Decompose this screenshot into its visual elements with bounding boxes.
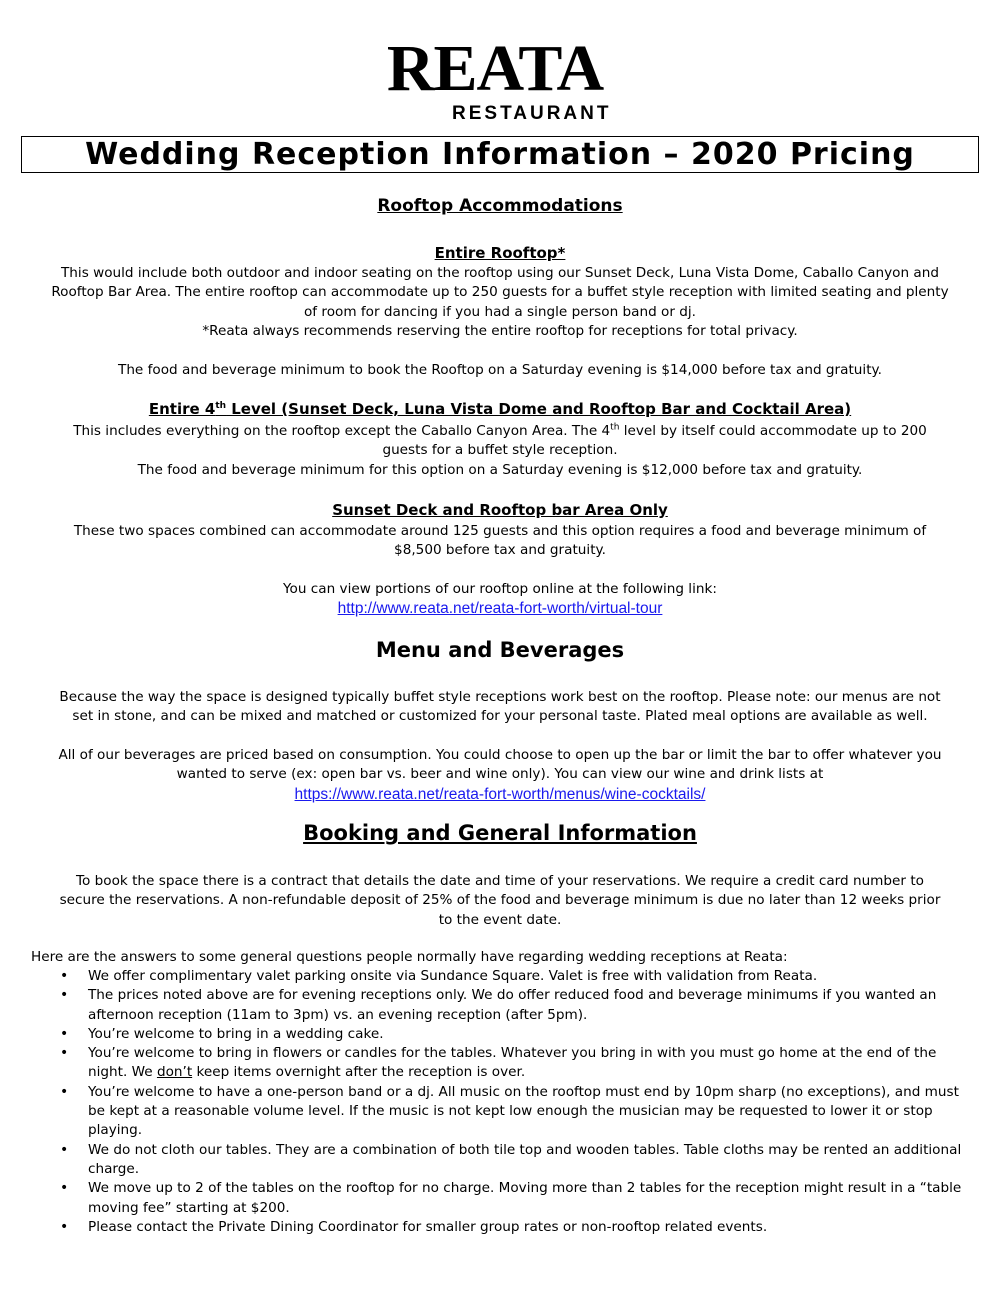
page-title: Wedding Reception Information – 2020 Pricing bbox=[85, 137, 915, 172]
list-item: • We move up to 2 of the tables on the rooftop for no charge. Moving more than 2 tables for the reception might result in a “table moving fee” starting at $200. bbox=[60, 1179, 970, 1218]
list-item: • We do not cloth our tables. They are a combination of both tile top and wooden tables. Table cloths may be rented an additional charge. bbox=[60, 1141, 970, 1180]
booking-paragraph: To book the space there is a contract that details the date and time of your reservations. We require a credit card number to secure the reservations. A non-refundable deposit of 25% of the food and beverage minimum is due no later than 12 weeks prior to the event date. bbox=[59, 873, 941, 928]
entire-rooftop-description: This would include both outdoor and indoor seating on the rooftop using our Sunset Deck, Luna Vista Dome, Caballo Canyon and Rooftop Bar Area. The entire rooftop can accommodate up to 250 guests for a buffet style reception with limited seating and plenty of room for dancing if you had a single person band or dj. *Reata always recommends reserving the entire rooftop for receptions for total privacy. bbox=[51, 265, 949, 339]
booking-section-heading: Booking and General Information bbox=[303, 821, 697, 845]
virtual-tour-link[interactable]: http://www.reata.net/reata-fort-worth/virtual-tour bbox=[337, 600, 663, 617]
level4-heading: Entire 4th Level (Sunset Deck, Luna Vista Dome and Rooftop Bar and Cocktail Area) bbox=[148, 400, 852, 418]
logo-subtitle: RESTAURANT bbox=[452, 103, 612, 124]
list-item: • You’re welcome to bring in a wedding cake. bbox=[60, 1025, 970, 1044]
list-item: • You’re welcome to bring in flowers or candles for the tables. Whatever you bring in with you must go home at the end of the night. We don’t keep items overnight after the reception is over. bbox=[60, 1044, 970, 1083]
reata-logo bbox=[370, 32, 620, 128]
title-box bbox=[21, 136, 979, 173]
virtual-tour-text: You can view portions of our rooftop online at the following link: bbox=[283, 581, 717, 597]
virtual-tour-link-row bbox=[25, 599, 975, 619]
sunset-deck-heading: Sunset Deck and Rooftop bar Area Only bbox=[332, 501, 668, 519]
faq-intro: Here are the answers to some general questions people normally have regarding wedding receptions at Reata: bbox=[31, 949, 788, 965]
list-item: • You’re welcome to have a one-person band or a dj. All music on the rooftop must end by 10pm sharp (no exceptions), and must be kept at a reasonable volume level. If the music is not kept low enough the musician may be requested to lower it or stop playing. bbox=[60, 1083, 970, 1141]
list-item: • The prices noted above are for evening receptions only. We do offer reduced food and beverage minimums if you wanted an afternoon reception (11am to 3pm) vs. an evening reception (after 5pm). bbox=[60, 986, 970, 1025]
faq-list bbox=[60, 967, 970, 1237]
list-item: • We offer complimentary valet parking onsite via Sundance Square. Valet is free with validation from Reata. bbox=[60, 967, 970, 986]
wine-cocktails-link-row bbox=[25, 785, 975, 805]
logo-wordmark: REATA bbox=[386, 32, 604, 105]
sunset-deck-description: These two spaces combined can accommodate around 125 guests and this option requires a food and beverage minimum of $8,500 before tax and gratuity. bbox=[73, 523, 927, 559]
rooftop-section-heading: Rooftop Accommodations bbox=[377, 196, 623, 216]
entire-rooftop-heading: Entire Rooftop* bbox=[434, 244, 566, 262]
list-item: • Please contact the Private Dining Coordinator for smaller group rates or non-rooftop related events. bbox=[60, 1218, 970, 1237]
beverages-paragraph: All of our beverages are priced based on consumption. You could choose to open up the bar or limit the bar to offer whatever you wanted to serve (ex: open bar vs. beer and wine only). You can view our wine and drink lists at bbox=[58, 747, 942, 783]
menu-section-heading: Menu and Beverages bbox=[375, 638, 625, 662]
level4-description: This includes everything on the rooftop except the Caballo Canyon Area. The 4th level by itself could accommodate up to 200 guests for a buffet style reception. The food and beverage minimum for this option on a Saturday evening is $12,000 before tax and gratuity. bbox=[73, 422, 927, 478]
wine-cocktails-link[interactable]: https://www.reata.net/reata-fort-worth/menus/wine-cocktails/ bbox=[294, 786, 706, 803]
entire-rooftop-minimum: The food and beverage minimum to book the Rooftop on a Saturday evening is $14,000 before tax and gratuity. bbox=[118, 362, 882, 378]
menu-paragraph: Because the way the space is designed typically buffet style receptions work best on the rooftop. Please note: our menus are not set in stone, and can be mixed and matched or customized for your personal taste. Plated meal options are available as well. bbox=[59, 689, 941, 725]
